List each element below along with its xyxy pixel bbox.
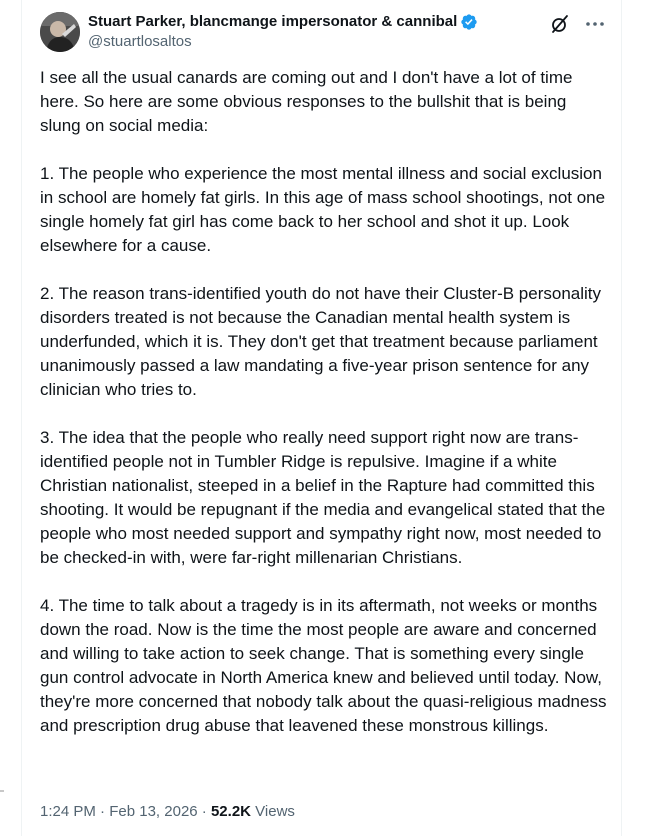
tweet-paragraph: 2. The reason trans-identified youth do not have their Cluster-B personality disorders treated is not because the Canadian mental health system is underfunded, which it is. They don't get that treatment because parliament unanimously passed a law mandating a five-year prison sentence for any clinician who tries to. xyxy=(40,284,601,399)
grok-slash-icon[interactable] xyxy=(550,14,570,34)
more-dots-icon[interactable] xyxy=(584,14,606,34)
divider xyxy=(0,790,4,792)
author-display-name[interactable]: Stuart Parker, blancmange impersonator & cannibal xyxy=(88,13,458,30)
meta-separator: · xyxy=(201,803,207,820)
tweet-header xyxy=(40,8,608,54)
tweet-meta xyxy=(40,802,295,822)
tweet-time: 1:24 PM xyxy=(40,803,96,820)
author-handle[interactable]: @stuartlosaltos xyxy=(88,33,192,50)
tweet-date: Feb 13, 2026 xyxy=(109,803,198,820)
verified-badge-icon[interactable] xyxy=(460,13,478,31)
tweet-paragraph: 4. The time to talk about a tragedy is in its aftermath, not weeks or months down the road. Now is the time the most people are aware and concerned and willing to take action to seek change. That is something every single gun control advocate in North America knew and believed until today. Now, they're more concerned that nobody talk about the quasi-religious madness and prescription drug abuse that leavened these monstrous killings. xyxy=(40,596,607,735)
tweet-text xyxy=(40,66,610,738)
author-names xyxy=(88,12,478,52)
meta-separator: · xyxy=(100,803,106,820)
avatar-image xyxy=(40,12,80,52)
tweet-paragraph: 1. The people who experience the most mental illness and social exclusion in school are homely fat girls. In this age of mass school shootings, not one single homely fat girl has come back to her school and shot it up. Look elsewhere for a cause. xyxy=(40,164,606,255)
avatar[interactable] xyxy=(40,12,80,52)
tweet-timestamp[interactable] xyxy=(40,803,198,820)
tweet-paragraph: I see all the usual canards are coming out and I don't have a lot of time here. So here are some obvious responses to the bullshit that is being slung on social media: xyxy=(40,68,573,135)
views-label: Views xyxy=(255,803,295,820)
tweet-paragraph: 3. The idea that the people who really need support right now are trans-identified people not in Tumbler Ridge is repulsive. Imagine if a white Christian nationalist, steeped in a belief in the Rapture had committed this shooting. It would be repugnant if the media and evangelical stated that the people who most needed support and sympathy right now, most needed to be checked-in with, were far-right millenarian Christians. xyxy=(40,428,606,567)
views-count[interactable]: 52.2K xyxy=(210,803,251,820)
